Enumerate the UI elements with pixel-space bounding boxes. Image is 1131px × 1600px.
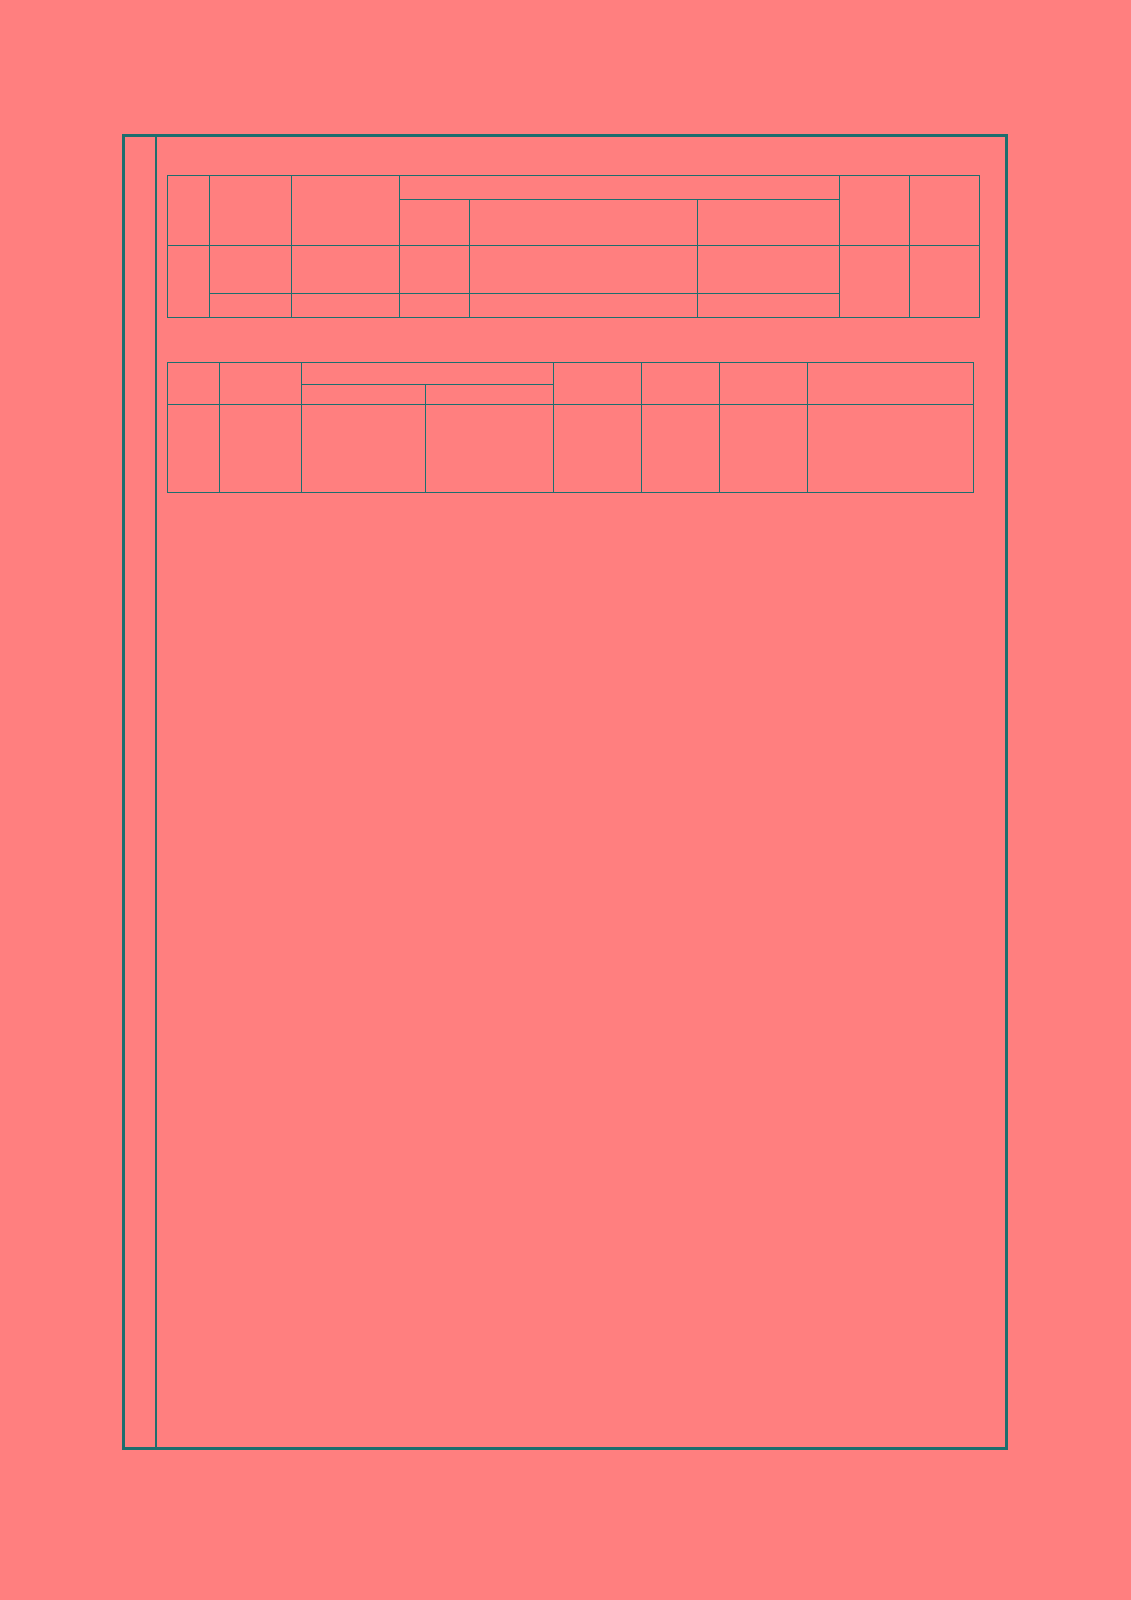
t2-header-volume [554,363,642,405]
t2-cell-method [642,405,720,493]
t1-header-no [168,176,210,246]
t1-cell-pollutant [292,294,400,318]
t1-cell-no [168,246,210,318]
t2-cell-volume [554,405,642,493]
t1-cell-process [470,246,698,294]
t1-cell-outlet-no [910,246,980,318]
table-4-12-caption [167,137,1003,175]
t1-cell-feasible [698,294,840,318]
t1-cell-capacity [400,294,470,318]
t1-cell-process [470,294,698,318]
t2-cell-pattern [808,405,974,493]
page-frame [122,134,1008,1450]
t1-header-feasible [698,200,840,246]
t1-cell-pollutant [292,246,400,294]
t2-cell-dest [720,405,808,493]
t1-cell-type [210,294,292,318]
t1-header-facility [400,176,840,200]
t2-header-pattern [808,363,974,405]
t1-header-type [210,176,292,246]
t2-cell-no [168,405,220,493]
t1-cell-outlet-type [840,246,910,318]
t1-header-process [470,200,698,246]
t1-header-pollutant [292,176,400,246]
t2-header-dest [720,363,808,405]
side-column [125,137,157,1447]
table-4-12 [167,175,980,318]
t2-cell-lon [302,405,426,493]
content-area [167,137,1003,1447]
t1-header-capacity [400,200,470,246]
t1-header-outlet-type [840,176,910,246]
t1-cell-capacity [400,246,470,294]
table-4-13 [167,362,974,493]
t1-cell-feasible [698,246,840,294]
t2-header-lat [426,385,554,405]
t1-header-outlet-no [910,176,980,246]
t2-header-no [168,363,220,405]
t2-header-lon [302,385,426,405]
t1-cell-type [210,246,292,294]
t2-header-coord [302,363,554,385]
t2-header-outlet-no [220,363,302,405]
table-4-13-caption [167,324,1003,362]
t2-header-method [642,363,720,405]
t2-cell-outlet-no [220,405,302,493]
t2-cell-lat [426,405,554,493]
